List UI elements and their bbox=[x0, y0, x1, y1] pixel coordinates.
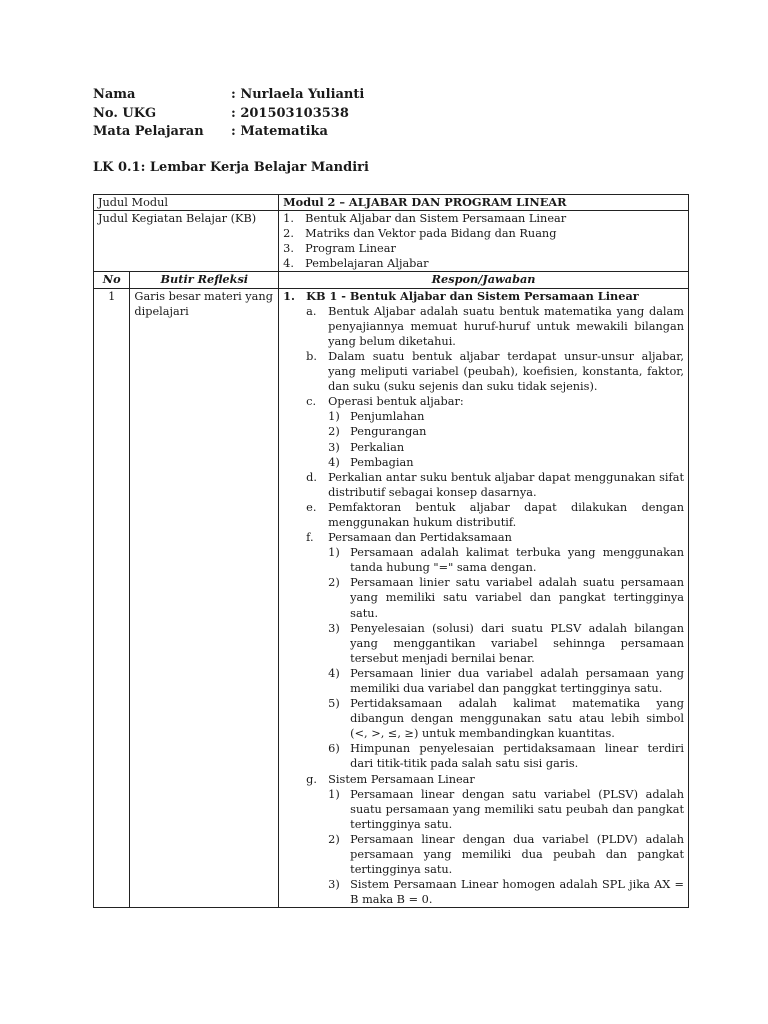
subpoint bbox=[328, 621, 684, 666]
subpoint bbox=[328, 666, 684, 696]
subpoint-text: Pengurangan bbox=[350, 425, 427, 439]
point-g bbox=[306, 772, 684, 787]
subpoint bbox=[328, 455, 684, 470]
module-value: Modul 2 – ALJABAR DAN PROGRAM LINEAR bbox=[279, 195, 689, 211]
subpoint-text: Sistem Persamaan Linear homogen adalah SPL jika AX = B maka B = 0. bbox=[350, 878, 684, 907]
kb-item-number: 4. bbox=[283, 257, 294, 271]
reflection-item: Garis besar materi yang dipelajari bbox=[130, 288, 279, 908]
kb-list bbox=[283, 211, 684, 271]
header-row bbox=[94, 272, 689, 288]
module-row bbox=[94, 195, 689, 211]
subpoint-number: 3) bbox=[328, 440, 340, 454]
subpoint-number: 4) bbox=[328, 666, 340, 680]
subpoint-number: 1) bbox=[328, 787, 340, 801]
point-text: Sistem Persamaan Linear bbox=[328, 772, 475, 786]
name-row bbox=[93, 86, 364, 105]
kb-item-text: Program Linear bbox=[305, 242, 396, 256]
subject-value: : Matematika bbox=[231, 124, 328, 139]
subpoint-text: Himpunan penyelesaian pertidaksamaan linear terdiri dari titik-titik pada salah satu sisi garis. bbox=[350, 742, 684, 771]
point-letter: d. bbox=[306, 470, 317, 484]
subpoint bbox=[328, 409, 684, 424]
kb-list-cell bbox=[279, 211, 689, 272]
worksheet-title: LK 0.1: Lembar Kerja Belajar Mandiri bbox=[93, 160, 369, 175]
subpoint-text: Persamaan adalah kalimat terbuka yang menggunakan tanda hubung "=" sama dengan. bbox=[350, 546, 684, 575]
ukg-label: No. UKG bbox=[93, 105, 157, 121]
subpoint-text: Persamaan linier satu variabel adalah suatu persamaan yang memiliki satu variabel dan pangkat tertingginya satu. bbox=[350, 576, 684, 620]
subject-row bbox=[93, 123, 364, 142]
point-letter: c. bbox=[306, 395, 317, 409]
subpoint bbox=[328, 696, 684, 741]
subpoint bbox=[328, 575, 684, 620]
point-text: Persamaan dan Pertidaksamaan bbox=[328, 531, 512, 545]
kb-item-text: Matriks dan Vektor pada Bidang dan Ruang bbox=[305, 227, 557, 241]
point-a bbox=[306, 304, 684, 349]
subpoint bbox=[328, 545, 684, 575]
subpoint bbox=[328, 832, 684, 877]
kb-label: Judul Kegiatan Belajar (KB) bbox=[94, 211, 279, 272]
kb1-heading-number: 1. bbox=[283, 288, 295, 303]
point-letter: b. bbox=[306, 349, 317, 363]
header-item: Butir Refleksi bbox=[130, 272, 279, 288]
kb1-heading bbox=[283, 289, 684, 304]
point-letter: e. bbox=[306, 500, 317, 514]
kb-item-number: 3. bbox=[283, 242, 294, 256]
subpoint-number: 1) bbox=[328, 546, 340, 560]
point-letter: f. bbox=[306, 531, 314, 545]
subpoint-number: 2) bbox=[328, 832, 340, 846]
subpoint-text: Persamaan linear dengan dua variabel (PLDV) adalah persamaan yang memiliki dua peubah dan pangkat tertingginya satu. bbox=[350, 832, 684, 877]
subpoint-text: Persamaan linier dua variabel adalah persamaan yang memiliki dua variabel dan panggkat tertingginya satu. bbox=[350, 666, 684, 695]
point-e bbox=[306, 500, 684, 530]
module-label: Judul Modul bbox=[94, 195, 279, 211]
kb-item bbox=[283, 211, 684, 226]
point-text: Bentuk Aljabar adalah suatu bentuk matematika yang dalam penyajiannya memuat huruf-huruf untuk mewakili bilangan yang belum diketahui. bbox=[328, 304, 684, 348]
reflection-row-1 bbox=[94, 288, 689, 908]
subpoint-text: Perkalian bbox=[350, 440, 405, 454]
subpoint-number: 2) bbox=[328, 425, 340, 439]
subpoint-number: 1) bbox=[328, 410, 340, 424]
ukg-row bbox=[93, 105, 364, 124]
kb-row bbox=[94, 211, 689, 272]
subpoint-number: 3) bbox=[328, 878, 340, 892]
point-text: Dalam suatu bentuk aljabar terdapat unsur-unsur aljabar, yang meliputi variabel (peubah), koefisien, konstanta, faktor, dan suku (suku sejenis dan suku tidak sejenis). bbox=[328, 349, 684, 394]
kb-item-number: 1. bbox=[283, 212, 294, 226]
point-f bbox=[306, 530, 684, 545]
point-d bbox=[306, 470, 684, 500]
worksheet-table bbox=[93, 194, 689, 908]
subpoint bbox=[328, 741, 684, 771]
subpoint-number: 3) bbox=[328, 621, 340, 635]
subpoint bbox=[328, 440, 684, 455]
subpoint-text: Penjumlahan bbox=[350, 410, 425, 424]
name-label: Nama bbox=[93, 87, 136, 102]
kb-item bbox=[283, 256, 684, 271]
subpoint bbox=[328, 877, 684, 907]
subpoint-number: 6) bbox=[328, 742, 340, 756]
kb1-heading-text: KB 1 - Bentuk Aljabar dan Sistem Persamaan Linear bbox=[306, 288, 639, 303]
ukg-value: : 201503103538 bbox=[231, 105, 349, 121]
subpoint-text: Penyelesaian (solusi) dari suatu PLSV adalah bilangan yang menggantikan variabel sehinnga persamaan tersebut menjadi bernilai benar. bbox=[350, 621, 684, 665]
subpoint-number: 5) bbox=[328, 697, 340, 711]
point-b bbox=[306, 349, 684, 394]
kb-item bbox=[283, 241, 684, 256]
subpoint bbox=[328, 424, 684, 439]
response-cell bbox=[279, 288, 689, 908]
subpoint-text: Pembagian bbox=[350, 455, 414, 469]
point-letter: g. bbox=[306, 772, 317, 786]
kb-item-number: 2. bbox=[283, 227, 294, 241]
subpoint-number: 2) bbox=[328, 576, 340, 590]
kb-item-text: Pembelajaran Aljabar bbox=[305, 257, 429, 271]
header-no: No bbox=[94, 272, 130, 288]
row-number: 1 bbox=[94, 288, 130, 908]
point-letter: a. bbox=[306, 304, 317, 318]
point-text: Operasi bentuk aljabar: bbox=[328, 395, 464, 409]
subpoint-number: 4) bbox=[328, 455, 340, 469]
header-response: Respon/Jawaban bbox=[279, 272, 689, 288]
subpoint-text: Persamaan linear dengan satu variabel (PLSV) adalah suatu persamaan yang memiliki satu peubah dan pangkat tertingginya satu. bbox=[350, 787, 684, 831]
point-text: Pemfaktoran bentuk aljabar dapat dilakukan dengan menggunakan hukum distributif. bbox=[328, 500, 684, 529]
identity-block bbox=[93, 86, 364, 142]
point-text: Perkalian antar suku bentuk aljabar dapat menggunakan sifat distributif sebagai konsep dasarnya. bbox=[328, 470, 684, 499]
kb-item-text: Bentuk Aljabar dan Sistem Persamaan Linear bbox=[305, 212, 567, 226]
subpoint-text: Pertidaksamaan adalah kalimat matematika yang dibangun dengan menggunakan satu atau lebih simbol (<, >, ≤, ≥) untuk membandingkan kuantitas. bbox=[350, 697, 684, 741]
kb-item bbox=[283, 226, 684, 241]
name-value: : Nurlaela Yulianti bbox=[231, 87, 365, 102]
subject-label: Mata Pelajaran bbox=[93, 124, 204, 139]
point-c bbox=[306, 394, 684, 409]
subpoint bbox=[328, 787, 684, 832]
